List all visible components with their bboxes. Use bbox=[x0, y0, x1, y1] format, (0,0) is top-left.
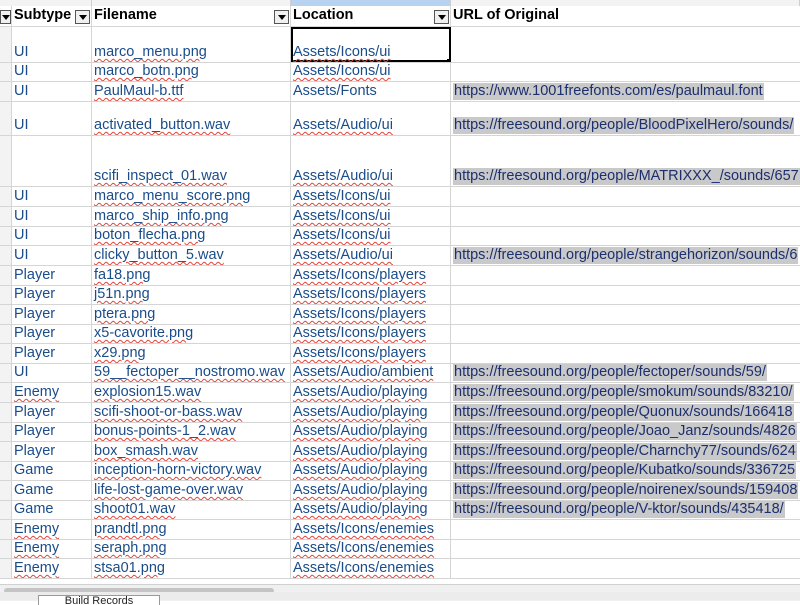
subtype-cell-text: Game bbox=[14, 482, 54, 498]
filename-filter-dropdown-icon[interactable] bbox=[274, 10, 289, 24]
location-cell[interactable] bbox=[291, 383, 451, 402]
row-header-cell[interactable] bbox=[0, 423, 12, 441]
subtype-cell[interactable] bbox=[12, 403, 92, 422]
location-cell-text: Assets/Icons/players bbox=[293, 325, 426, 341]
subtype-cell-text: Player bbox=[14, 345, 56, 361]
row-header-cell[interactable] bbox=[0, 207, 12, 226]
table-row bbox=[0, 305, 800, 325]
location-cell-text: Assets/Icons/players bbox=[293, 306, 426, 322]
filename-cell[interactable] bbox=[92, 246, 291, 265]
filename-cell[interactable] bbox=[92, 423, 291, 441]
subtype-cell[interactable] bbox=[12, 325, 92, 343]
url-cell[interactable] bbox=[451, 286, 800, 304]
location-cell[interactable] bbox=[291, 102, 451, 135]
table-row bbox=[0, 423, 800, 442]
location-cell[interactable] bbox=[291, 540, 451, 558]
filename-cell[interactable] bbox=[92, 520, 291, 539]
filename-cell-text: boton_flecha.png bbox=[94, 227, 206, 243]
url-cell[interactable] bbox=[451, 246, 800, 265]
location-cell-text: Assets/Icons/players bbox=[293, 345, 426, 361]
filename-cell-text: bonus-points-1_2.wav bbox=[94, 423, 236, 439]
location-cell[interactable] bbox=[291, 520, 451, 539]
url-cell[interactable] bbox=[451, 364, 800, 382]
url-cell-text: https://freesound.org/people/Kubatko/sounds/336725 bbox=[454, 462, 796, 478]
table-row bbox=[0, 383, 800, 403]
row-header-cell[interactable] bbox=[0, 27, 12, 62]
subtype-cell[interactable] bbox=[12, 27, 92, 62]
location-cell-text: Assets/Icons/ui bbox=[293, 208, 391, 224]
url-cell-text: https://freesound.org/people/Charnchy77/sounds/624 bbox=[454, 443, 796, 459]
table-row bbox=[0, 136, 800, 187]
subtype-cell-text: Player bbox=[14, 267, 56, 283]
location-cell[interactable] bbox=[291, 286, 451, 304]
table-row bbox=[0, 403, 800, 423]
location-header-cell[interactable] bbox=[291, 6, 451, 26]
filename-cell[interactable] bbox=[92, 207, 291, 226]
table-row bbox=[0, 27, 800, 63]
url-cell[interactable] bbox=[451, 520, 800, 539]
filename-cell-text: 59__fectoper__nostromo.wav bbox=[94, 364, 286, 380]
url-header-cell[interactable] bbox=[451, 6, 800, 26]
location-cell[interactable] bbox=[291, 246, 451, 265]
url-cell-text: https://freesound.org/people/smokum/sounds/83210/ bbox=[454, 384, 793, 400]
row-header-cell[interactable] bbox=[0, 6, 12, 26]
subtype-cell[interactable] bbox=[12, 520, 92, 539]
url-cell-text: https://freesound.org/people/fectoper/sounds/59/ bbox=[454, 364, 766, 380]
row-header-cell[interactable] bbox=[0, 520, 12, 539]
location-cell[interactable] bbox=[291, 305, 451, 324]
subtype-cell[interactable] bbox=[12, 501, 92, 519]
filename-cell[interactable] bbox=[92, 501, 291, 519]
filename-cell-text: j51n.png bbox=[94, 286, 150, 302]
filename-cell-text: shoot01.wav bbox=[94, 501, 176, 517]
subtype-cell-text: UI bbox=[14, 188, 29, 204]
filename-cell-text: marco_botn.png bbox=[94, 63, 199, 79]
filename-header-cell[interactable] bbox=[92, 6, 291, 26]
table-row bbox=[0, 442, 800, 462]
url-cell-text: https://freesound.org/people/Joao_Janz/sounds/4826 bbox=[454, 423, 796, 439]
subtype-cell[interactable] bbox=[12, 364, 92, 382]
location-cell-text: Assets/Audio/playing bbox=[293, 443, 428, 459]
table-row bbox=[0, 344, 800, 364]
subtype-filter-dropdown-icon[interactable] bbox=[75, 10, 90, 24]
header-row bbox=[0, 6, 800, 27]
filename-cell-text: seraph.png bbox=[94, 540, 167, 556]
subtype-cell-text: UI bbox=[14, 63, 29, 79]
filename-cell[interactable] bbox=[92, 102, 291, 135]
row-header-cell[interactable] bbox=[0, 286, 12, 304]
subtype-cell[interactable] bbox=[12, 481, 92, 500]
filename-cell-text: life-lost-game-over.wav bbox=[94, 482, 244, 498]
url-cell[interactable] bbox=[451, 187, 800, 206]
location-cell-text: Assets/Icons/enemies bbox=[293, 521, 435, 537]
table-row bbox=[0, 227, 800, 246]
table-row bbox=[0, 325, 800, 344]
location-cell[interactable] bbox=[291, 344, 451, 363]
url-cell-text: https://freesound.org/people/Quonux/sounds/166418 bbox=[454, 404, 793, 420]
url-cell[interactable] bbox=[451, 501, 800, 519]
subtype-cell-text: UI bbox=[14, 364, 29, 380]
subtype-cell-text: Player bbox=[14, 404, 56, 420]
location-cell[interactable] bbox=[291, 559, 451, 578]
location-cell-text: Assets/Audio/ui bbox=[293, 117, 393, 133]
active-location-cell[interactable] bbox=[291, 27, 451, 62]
filename-cell-text: explosion15.wav bbox=[94, 384, 202, 400]
location-cell[interactable] bbox=[291, 423, 451, 441]
url-cell-text: https://freesound.org/people/noirenex/sounds/159408 bbox=[454, 482, 798, 498]
row-header-cell[interactable] bbox=[0, 462, 12, 480]
row-header-cell[interactable] bbox=[0, 540, 12, 558]
subtype-cell-text: UI bbox=[14, 227, 29, 243]
url-cell[interactable] bbox=[451, 462, 800, 480]
filename-cell-text: scifi-shoot-or-bass.wav bbox=[94, 404, 243, 420]
row-header-cell[interactable] bbox=[0, 559, 12, 578]
filename-cell-text: marco_menu_score.png bbox=[94, 188, 251, 204]
table-row bbox=[0, 82, 800, 102]
url-cell-text: https://freesound.org/people/strangehorizon/sounds/6 bbox=[454, 247, 798, 263]
filename-cell[interactable] bbox=[92, 82, 291, 101]
url-cell-text: https://www.1001freefonts.com/es/paulmaul.font bbox=[454, 83, 763, 99]
table-row bbox=[0, 364, 800, 383]
row-header-cell[interactable] bbox=[0, 501, 12, 519]
filename-cell[interactable] bbox=[92, 559, 291, 578]
row-header-cell[interactable] bbox=[0, 63, 12, 81]
location-cell-text: Assets/Audio/playing bbox=[293, 462, 428, 478]
url-cell-text: https://freesound.org/people/BloodPixelHero/sounds/ bbox=[454, 117, 794, 133]
subtype-cell-text: Player bbox=[14, 286, 56, 302]
subtype-cell[interactable] bbox=[12, 63, 92, 81]
subtype-cell[interactable] bbox=[12, 227, 92, 245]
filename-cell[interactable] bbox=[92, 63, 291, 81]
row-header-cell[interactable] bbox=[0, 266, 12, 285]
filename-cell[interactable] bbox=[92, 462, 291, 480]
location-cell-text: Assets/Icons/ui bbox=[293, 63, 391, 79]
location-cell[interactable] bbox=[291, 187, 451, 206]
row-header-cell[interactable] bbox=[0, 82, 12, 101]
table-row bbox=[0, 63, 800, 82]
url-cell[interactable] bbox=[451, 207, 800, 226]
location-cell[interactable] bbox=[291, 364, 451, 382]
location-cell[interactable] bbox=[291, 442, 451, 461]
url-cell[interactable] bbox=[451, 102, 800, 135]
row-header-cell[interactable] bbox=[0, 305, 12, 324]
filename-cell[interactable] bbox=[92, 540, 291, 558]
filename-cell[interactable] bbox=[92, 136, 291, 186]
filename-cell-text: x29.png bbox=[94, 345, 146, 361]
url-cell[interactable] bbox=[451, 344, 800, 363]
subtype-cell[interactable] bbox=[12, 344, 92, 363]
subtype-cell-text: UI bbox=[14, 247, 29, 263]
subtype-cell[interactable] bbox=[12, 462, 92, 480]
filename-cell-text: stsa01.png bbox=[94, 560, 165, 576]
subtype-cell[interactable] bbox=[12, 559, 92, 578]
url-cell[interactable] bbox=[451, 540, 800, 558]
location-cell[interactable] bbox=[291, 501, 451, 519]
row-header-cell[interactable] bbox=[0, 187, 12, 206]
location-cell-text: Assets/Icons/ui bbox=[293, 188, 391, 204]
autofilter-dropdown-icon[interactable] bbox=[0, 10, 11, 24]
filename-cell[interactable] bbox=[92, 286, 291, 304]
location-cell[interactable] bbox=[291, 266, 451, 285]
location-cell-text: Assets/Audio/playing bbox=[293, 501, 428, 517]
row-header-cell[interactable] bbox=[0, 246, 12, 265]
location-cell[interactable] bbox=[291, 462, 451, 480]
subtype-cell[interactable] bbox=[12, 136, 92, 186]
subtype-cell[interactable] bbox=[12, 102, 92, 135]
url-cell[interactable] bbox=[451, 559, 800, 578]
filename-cell-text: inception-horn-victory.wav bbox=[94, 462, 262, 478]
row-header-cell[interactable] bbox=[0, 383, 12, 402]
subtype-cell[interactable] bbox=[12, 246, 92, 265]
location-cell[interactable] bbox=[291, 207, 451, 226]
filename-cell[interactable] bbox=[92, 266, 291, 285]
filename-cell-text: ptera.png bbox=[94, 306, 156, 322]
subtype-cell-text: Player bbox=[14, 443, 56, 459]
location-cell-text: Assets/Audio/ui bbox=[293, 168, 393, 184]
url-cell[interactable] bbox=[451, 82, 800, 101]
filename-cell[interactable] bbox=[92, 325, 291, 343]
url-cell[interactable] bbox=[451, 227, 800, 245]
url-cell[interactable] bbox=[451, 63, 800, 81]
location-cell[interactable] bbox=[291, 325, 451, 343]
subtype-cell[interactable] bbox=[12, 540, 92, 558]
url-cell[interactable] bbox=[451, 27, 800, 62]
filename-cell[interactable] bbox=[92, 442, 291, 461]
filename-cell-text: activated_button.wav bbox=[94, 117, 231, 133]
subtype-cell-text: Game bbox=[14, 501, 54, 517]
url-header-label: URL of Original bbox=[453, 7, 560, 23]
table-row bbox=[0, 246, 800, 266]
filename-header-label: Filename bbox=[94, 7, 157, 23]
subtype-cell-text: UI bbox=[14, 83, 29, 99]
url-cell-text: https://freesound.org/people/V-ktor/sounds/435418/ bbox=[454, 501, 784, 517]
subtype-cell-text: UI bbox=[14, 208, 29, 224]
location-cell-text: Assets/Icons/ui bbox=[293, 227, 391, 243]
row-header-cell[interactable] bbox=[0, 364, 12, 382]
subtype-cell[interactable] bbox=[12, 286, 92, 304]
table-row bbox=[0, 266, 800, 286]
subtype-cell[interactable] bbox=[12, 187, 92, 206]
row-header-cell[interactable] bbox=[0, 136, 12, 186]
subtype-header-cell[interactable] bbox=[12, 6, 92, 26]
filename-cell-text: marco_menu.png bbox=[94, 44, 207, 60]
filename-cell[interactable] bbox=[92, 403, 291, 422]
location-filter-dropdown-icon[interactable] bbox=[434, 10, 449, 24]
location-cell-text: Assets/Audio/ui bbox=[293, 247, 393, 263]
location-cell[interactable] bbox=[291, 481, 451, 500]
filename-cell[interactable] bbox=[92, 364, 291, 382]
row-header-cell[interactable] bbox=[0, 442, 12, 461]
filename-cell[interactable] bbox=[92, 383, 291, 402]
subtype-cell-text: Game bbox=[14, 462, 54, 478]
row-header-cell[interactable] bbox=[0, 481, 12, 500]
url-cell[interactable] bbox=[451, 481, 800, 500]
table-row bbox=[0, 481, 800, 501]
table-row bbox=[0, 540, 800, 559]
filename-cell[interactable] bbox=[92, 187, 291, 206]
table-row bbox=[0, 462, 800, 481]
subtype-cell[interactable] bbox=[12, 305, 92, 324]
url-cell[interactable] bbox=[451, 305, 800, 324]
subtype-cell[interactable] bbox=[12, 207, 92, 226]
subtype-header-label: Subtype bbox=[14, 7, 72, 23]
filename-cell-text: clicky_button_5.wav bbox=[94, 247, 224, 263]
url-cell[interactable] bbox=[451, 403, 800, 422]
filename-cell-text: PaulMaul-b.ttf bbox=[94, 83, 184, 99]
fill-handle[interactable] bbox=[447, 59, 451, 62]
filename-cell-text: prandtl.png bbox=[94, 521, 167, 537]
row-header-cell[interactable] bbox=[0, 344, 12, 363]
filename-cell[interactable] bbox=[92, 227, 291, 245]
row-header-cell[interactable] bbox=[0, 227, 12, 245]
url-cell[interactable] bbox=[451, 136, 800, 186]
location-cell-text: Assets/Icons/players bbox=[293, 267, 426, 283]
table-row bbox=[0, 102, 800, 136]
table-row bbox=[0, 207, 800, 227]
location-cell-text: Assets/Icons/enemies bbox=[293, 560, 435, 576]
url-cell[interactable] bbox=[451, 442, 800, 461]
subtype-cell-text: Enemy bbox=[14, 560, 60, 576]
subtype-cell-text: Player bbox=[14, 306, 56, 322]
location-cell-text: Assets/Audio/playing bbox=[293, 423, 428, 439]
location-cell-text: Assets/Icons/ui bbox=[293, 44, 391, 60]
filename-cell-text: fa18.png bbox=[94, 267, 151, 283]
url-cell-text: https://freesound.org/people/MATRIXXX_/sounds/657 bbox=[454, 168, 799, 184]
location-cell[interactable] bbox=[291, 403, 451, 422]
url-cell[interactable] bbox=[451, 423, 800, 441]
subtype-cell-text: Enemy bbox=[14, 540, 60, 556]
table-row bbox=[0, 520, 800, 540]
subtype-cell[interactable] bbox=[12, 442, 92, 461]
filename-cell[interactable] bbox=[92, 27, 291, 62]
subtype-cell-text: Player bbox=[14, 423, 56, 439]
sheet-tab[interactable] bbox=[38, 595, 160, 605]
subtype-cell-text: Enemy bbox=[14, 521, 60, 537]
row-header-cell[interactable] bbox=[0, 102, 12, 135]
location-header-label: Location bbox=[293, 7, 354, 23]
subtype-cell[interactable] bbox=[12, 383, 92, 402]
subtype-cell[interactable] bbox=[12, 423, 92, 441]
filename-cell[interactable] bbox=[92, 305, 291, 324]
location-cell-text: Assets/Audio/ambient bbox=[293, 364, 434, 380]
location-cell[interactable] bbox=[291, 227, 451, 245]
row-header-cell[interactable] bbox=[0, 403, 12, 422]
location-cell[interactable] bbox=[291, 136, 451, 186]
location-cell-text: Assets/Icons/enemies bbox=[293, 540, 435, 556]
location-cell-text: Assets/Audio/playing bbox=[293, 482, 428, 498]
table-row bbox=[0, 559, 800, 579]
subtype-cell[interactable] bbox=[12, 82, 92, 101]
filename-cell[interactable] bbox=[92, 344, 291, 363]
filename-cell-text: box_smash.wav bbox=[94, 443, 198, 459]
table-row bbox=[0, 501, 800, 520]
filename-cell-text: scifi_inspect_01.wav bbox=[94, 168, 227, 184]
filename-cell-text: marco_ship_info.png bbox=[94, 208, 229, 224]
location-cell-text: Assets/Audio/playing bbox=[293, 384, 428, 400]
location-cell-text: Assets/Audio/playing bbox=[293, 404, 428, 420]
subtype-cell-text: Player bbox=[14, 325, 56, 341]
sheet-tab-label: Build Records bbox=[64, 595, 134, 605]
location-cell[interactable] bbox=[291, 63, 451, 81]
filename-cell-text: x5-cavorite.png bbox=[94, 325, 194, 341]
subtype-cell-text: UI bbox=[14, 44, 29, 60]
url-cell[interactable] bbox=[451, 383, 800, 402]
location-cell-text: Assets/Icons/players bbox=[293, 286, 426, 302]
location-cell-text: Assets/Fonts bbox=[293, 83, 377, 99]
url-cell[interactable] bbox=[451, 266, 800, 285]
subtype-cell[interactable] bbox=[12, 266, 92, 285]
subtype-cell-text: UI bbox=[14, 117, 29, 133]
table-row bbox=[0, 286, 800, 305]
table-row bbox=[0, 187, 800, 207]
filename-cell[interactable] bbox=[92, 481, 291, 500]
row-header-cell[interactable] bbox=[0, 325, 12, 343]
subtype-cell-text: Enemy bbox=[14, 384, 60, 400]
url-cell[interactable] bbox=[451, 325, 800, 343]
location-cell[interactable] bbox=[291, 82, 451, 101]
